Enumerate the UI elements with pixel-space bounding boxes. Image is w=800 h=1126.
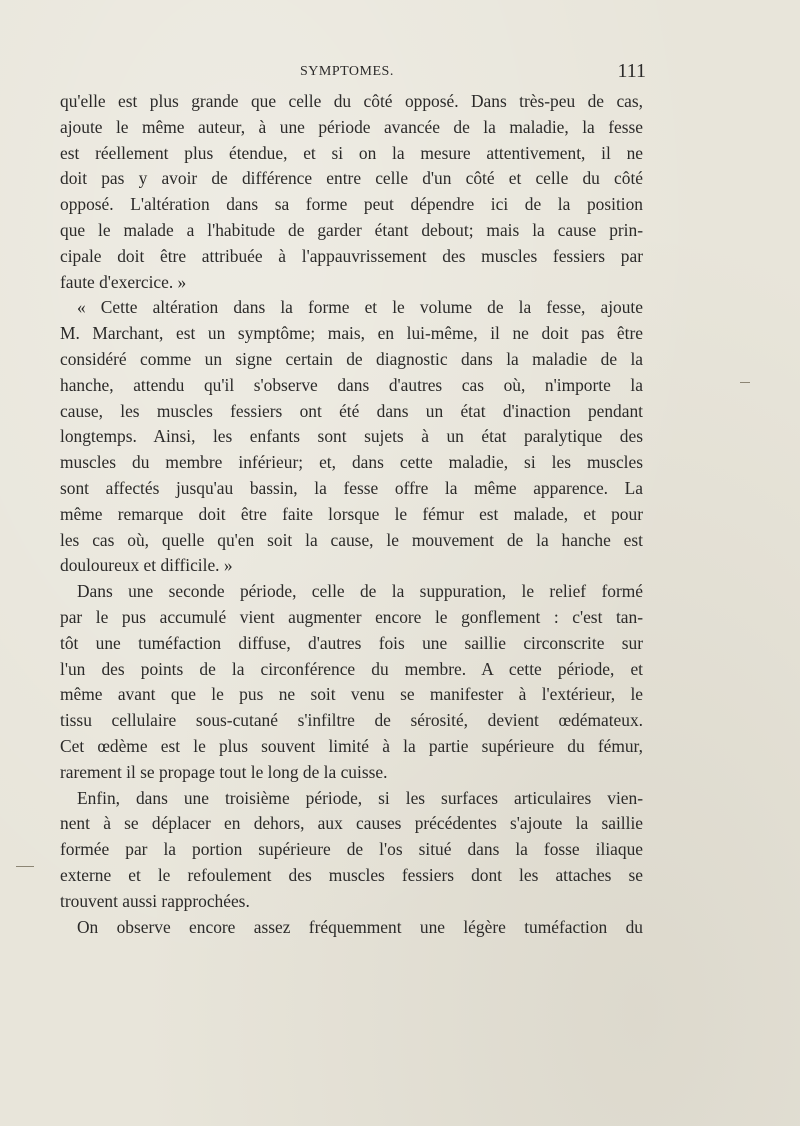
text-line: M. Marchant, est un symptôme; mais, en lui-même, il ne doit pas être <box>60 323 643 344</box>
text-line: tôt une tuméfaction diffuse, d'autres fois une saillie circonscrite sur <box>60 632 643 653</box>
text-line: formée par la portion supérieure de l'os situé dans la fosse iliaque <box>60 839 643 860</box>
text-line: que le malade a l'habitude de garder étant debout; mais la cause prin- <box>60 219 643 240</box>
text-line: considéré comme un signe certain de diagnostic dans la maladie de la <box>60 348 643 369</box>
page-number: 111 <box>617 60 646 82</box>
text-line: « Cette altération dans la forme et le volume de la fesse, ajoute <box>77 297 643 318</box>
text-line: cipale doit être attribuée à l'appauvrissement des muscles fessiers par <box>60 245 643 266</box>
text-line: sont affectés jusqu'au bassin, la fesse offre la même apparence. La <box>60 477 643 498</box>
margin-mark <box>16 866 34 867</box>
text-line: externe et le refoulement des muscles fessiers dont les attaches se <box>60 864 643 885</box>
text-line: Cet œdème est le plus souvent limité à la partie supérieure du fémur, <box>60 735 643 756</box>
text-line: opposé. L'altération dans sa forme peut dépendre ici de la position <box>60 194 643 215</box>
text-line: faute d'exercice. » <box>60 271 187 292</box>
text-line: Dans une seconde période, celle de la suppuration, le relief formé <box>77 581 643 602</box>
text-line: par le pus accumulé vient augmenter encore le gonflement : c'est tan- <box>60 606 643 627</box>
paragraph-3 <box>60 579 643 785</box>
text-line: qu'elle est plus grande que celle du côté opposé. Dans très-peu de cas, <box>60 91 643 111</box>
body-text <box>60 89 643 940</box>
running-title: SYMPTOMES. <box>300 64 394 79</box>
text-line: doit pas y avoir de différence entre celle d'un côté et celle du côté <box>60 168 643 189</box>
paragraph-5 <box>60 915 643 941</box>
text-line: tissu cellulaire sous-cutané s'infiltre de sérosité, devient œdémateux. <box>60 710 643 731</box>
margin-mark <box>740 382 750 383</box>
paragraph-1 <box>60 89 643 295</box>
text-line: hanche, attendu qu'il s'observe dans d'autres cas où, n'importe la <box>60 374 643 395</box>
text-line: cause, les muscles fessiers ont été dans un état d'inaction pendant <box>60 400 643 421</box>
text-line: ajoute le même auteur, à une période avancée de la maladie, la fesse <box>60 116 643 137</box>
text-line: nent à se déplacer en dehors, aux causes précédentes s'ajoute la saillie <box>60 813 643 834</box>
text-line: douloureux et difficile. » <box>60 555 233 576</box>
text-line: rarement il se propage tout le long de la cuisse. <box>60 761 388 782</box>
text-line: est réellement plus étendue, et si on la mesure attentivement, il ne <box>60 142 643 163</box>
text-line: muscles du membre inférieur; et, dans cette maladie, si les muscles <box>60 452 643 473</box>
text-line: les cas où, quelle qu'en soit la cause, le mouvement de la hanche est <box>60 529 643 550</box>
text-line: On observe encore assez fréquemment une légère tuméfaction du <box>77 916 643 937</box>
text-line: même avant que le pus ne soit venu se manifester à l'extérieur, le <box>60 684 643 705</box>
text-line: l'un des points de la circonférence du membre. A cette période, et <box>60 658 643 679</box>
paragraph-4 <box>60 786 643 915</box>
text-line: Enfin, dans une troisième période, si les surfaces articulaires vien- <box>77 787 643 808</box>
running-head <box>60 60 650 86</box>
paragraph-2 <box>60 295 643 579</box>
text-line: longtemps. Ainsi, les enfants sont sujets à un état paralytique des <box>60 426 643 447</box>
text-line: trouvent aussi rapprochées. <box>60 890 250 911</box>
text-line: même remarque doit être faite lorsque le fémur est malade, et pour <box>60 503 643 524</box>
